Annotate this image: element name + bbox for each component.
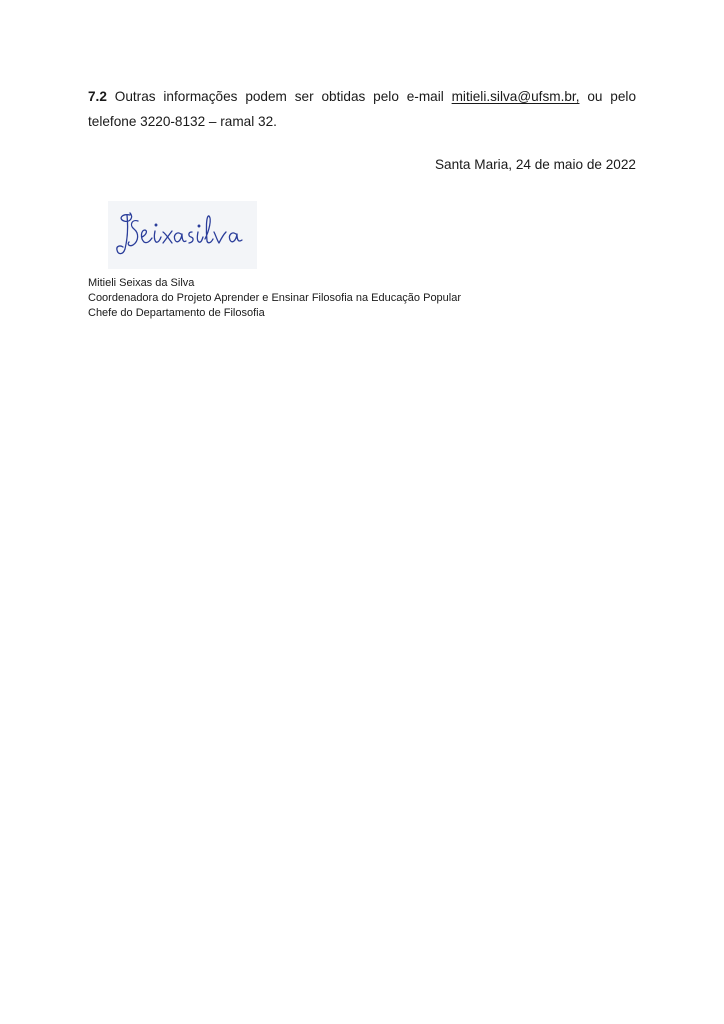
signoff-block (88, 276, 461, 321)
email-link[interactable]: mitieli.silva@ufsm.br, (451, 89, 580, 104)
signatory-name: Mitieli Seixas da Silva (88, 277, 195, 289)
paragraph-text-after: ou pelo telefone 3220-8132 – ramal 32. (88, 89, 637, 129)
handwritten-signature (108, 201, 257, 269)
section-number: 7.2 (88, 89, 107, 104)
signatory-role: Coordenadora do Projeto Aprender e Ensinar Filosofia na Educação Popular (88, 292, 462, 304)
signatory-department: Chefe do Departamento de Filosofia (88, 307, 265, 319)
date-line: Santa Maria, 24 de maio de 2022 (434, 157, 636, 172)
info-paragraph (88, 84, 636, 134)
paragraph-text-before: Outras informações podem ser obtidas pelo e-mail (106, 89, 452, 104)
signature-image (108, 201, 257, 269)
